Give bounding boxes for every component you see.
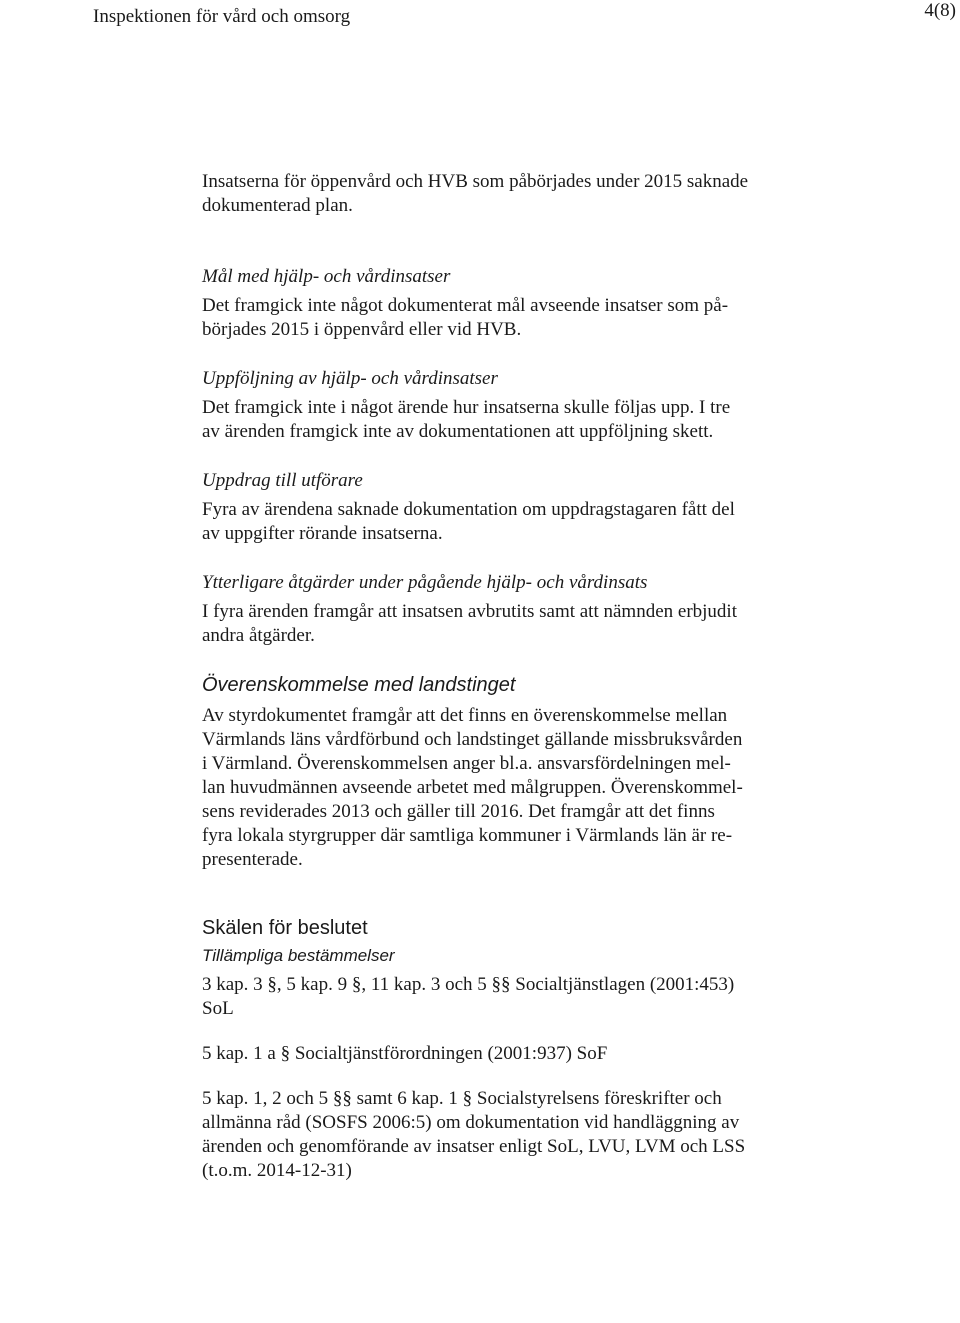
text-line: i Värmland. Överenskommelsen anger bl.a. ansvarsfördelningen mel- xyxy=(202,753,731,774)
overenskommelse-section xyxy=(202,673,802,872)
ytterligare-heading: Ytterligare åtgärder under pågående hjälp- och vårdinsats xyxy=(202,572,648,593)
text-line: (t.o.m. 2014-12-31) xyxy=(202,1160,352,1181)
text-line: 5 kap. 1, 2 och 5 §§ samt 6 kap. 1 § Socialstyrelsens föreskrifter och xyxy=(202,1088,722,1109)
intro-paragraph xyxy=(202,170,802,218)
page-number: 4(8) xyxy=(924,0,956,21)
header-organization: Inspektionen för vård och omsorg xyxy=(93,6,351,27)
text-line: Av styrdokumentet framgår att det finns en överenskommelse mellan xyxy=(202,705,728,726)
text-line: andra åtgärder. xyxy=(202,625,315,646)
text-line: 3 kap. 3 §, 5 kap. 9 §, 11 kap. 3 och 5 §§ Socialtjänstlagen (2001:453) xyxy=(202,974,735,995)
reference-socialtjanstlagen xyxy=(202,973,802,1021)
mal-section xyxy=(202,265,802,342)
uppfoljning-heading: Uppföljning av hjälp- och vårdinsatser xyxy=(202,368,498,389)
text-line: Värmlands läns vårdförbund och landstinget gällande missbruksvården xyxy=(202,729,743,750)
text-line: Det framgick inte i något ärende hur insatserna skulle följas upp. I tre xyxy=(202,397,731,418)
reference-socialtjanstforordningen xyxy=(202,1042,802,1066)
text-line: 5 kap. 1 a § Socialtjänstförordningen (2001:937) SoF xyxy=(202,1043,608,1064)
mal-paragraph xyxy=(202,294,802,342)
uppdrag-paragraph xyxy=(202,498,802,546)
skalen-subheading: Tillämpliga bestämmelser xyxy=(202,946,395,965)
intro-section xyxy=(202,170,802,218)
overenskommelse-heading: Överenskommelse med landstinget xyxy=(202,674,516,696)
uppfoljning-section xyxy=(202,367,802,444)
mal-heading: Mål med hjälp- och vårdinsatser xyxy=(202,266,451,287)
reference-sosfs xyxy=(202,1087,802,1183)
overenskommelse-paragraph xyxy=(202,704,802,872)
document-body xyxy=(202,170,802,1183)
text-line: Insatserna för öppenvård och HVB som påbörjades under 2015 saknade xyxy=(202,171,749,192)
ytterligare-paragraph xyxy=(202,600,802,648)
text-line: presenterade. xyxy=(202,849,303,870)
text-line: Det framgick inte något dokumenterat mål avseende insatser som på- xyxy=(202,295,729,316)
uppdrag-section xyxy=(202,469,802,546)
text-line: SoL xyxy=(202,998,234,1019)
text-line: allmänna råd (SOSFS 2006:5) om dokumentation vid handläggning av xyxy=(202,1112,740,1133)
uppdrag-heading: Uppdrag till utförare xyxy=(202,470,363,491)
text-line: dokumenterad plan. xyxy=(202,195,353,216)
text-line: Fyra av ärendena saknade dokumentation om uppdragstagaren fått del xyxy=(202,499,735,520)
skalen-section xyxy=(202,916,802,1183)
text-line: I fyra ärenden framgår att insatsen avbrutits samt att nämnden erbjudit xyxy=(202,601,737,622)
text-line: sens reviderades 2013 och gäller till 2016. Det framgår att det finns xyxy=(202,801,715,822)
text-line: av ärenden framgick inte av dokumentationen att uppföljning skett. xyxy=(202,421,714,442)
ytterligare-section xyxy=(202,571,802,648)
skalen-heading: Skälen för beslutet xyxy=(202,917,368,939)
uppfoljning-paragraph xyxy=(202,396,802,444)
text-line: av uppgifter rörande insatserna. xyxy=(202,523,443,544)
text-line: fyra lokala styrgrupper där samtliga kommuner i Värmlands län är re- xyxy=(202,825,733,846)
text-line: börjades 2015 i öppenvård eller vid HVB. xyxy=(202,319,522,340)
text-line: ärenden och genomförande av insatser enligt SoL, LVU, LVM och LSS xyxy=(202,1136,746,1157)
text-line: lan huvudmännen avseende arbetet med målgruppen. Överenskommel- xyxy=(202,777,743,798)
